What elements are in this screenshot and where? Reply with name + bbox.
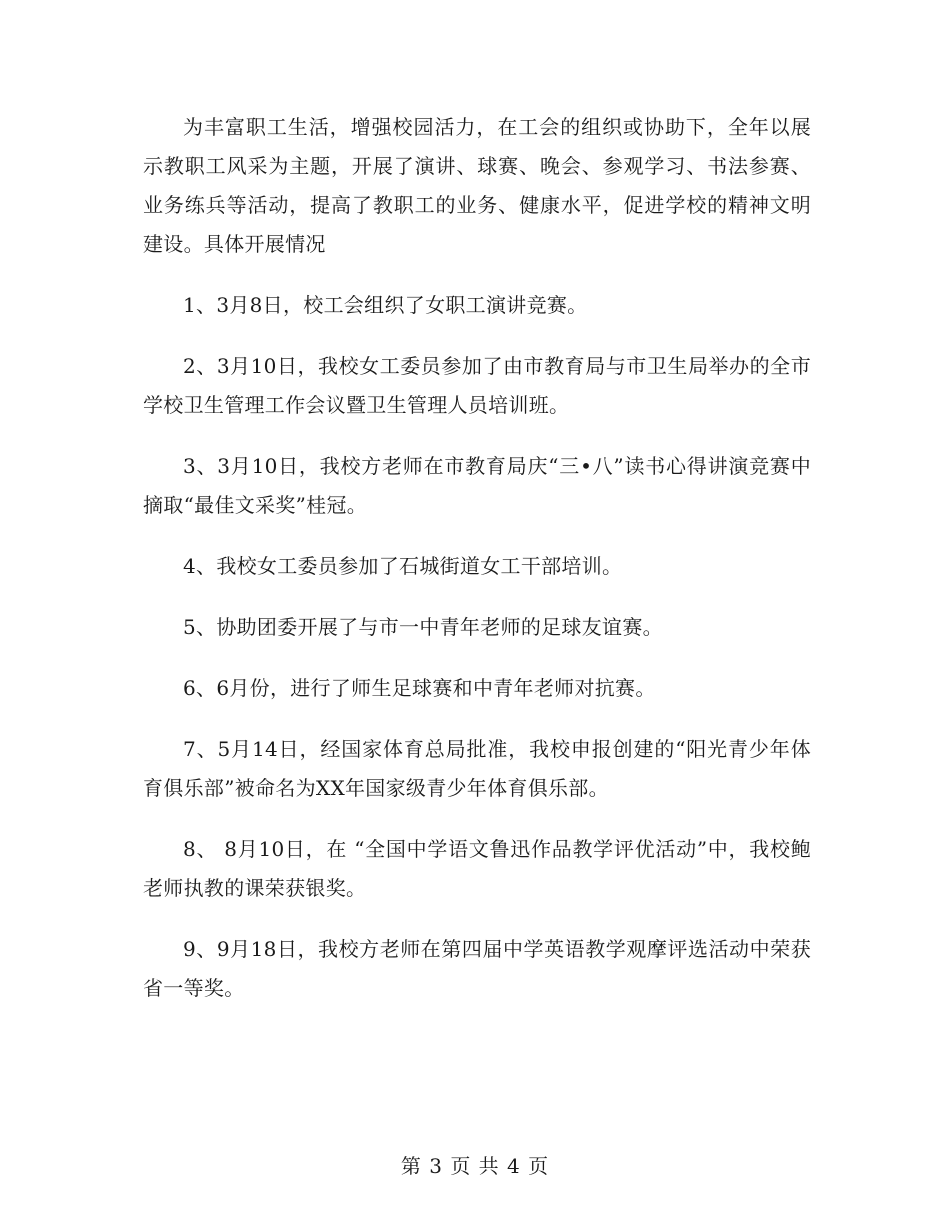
list-item: 4、我校女工委员参加了石城街道女工干部培训。 xyxy=(183,554,623,578)
page-number: 第 3 页 共 4 页 xyxy=(400,1154,550,1178)
list-item: 3、3月10日，我校方老师在市教育局庆“三•八”读书心得讲演竞赛中摘取“最佳文采奖”桂冠。 xyxy=(143,454,811,517)
list-item: 7、5月14日，经国家体育总局批准，我校申报创建的“阳光青少年体育俱乐部”被命名为XX年国家级青少年体育俱乐部。 xyxy=(143,737,811,800)
list-item: 8、 8月10日，在 “全国中学语文鲁迅作品教学评优活动”中，我校鲍老师执教的课荣获银奖。 xyxy=(143,837,811,900)
document-body xyxy=(143,108,811,1030)
list-item: 5、协助团委开展了与市一中青年老师的足球友谊赛。 xyxy=(183,615,663,639)
list-item: 6、6月份，进行了师生足球赛和中青年老师对抗赛。 xyxy=(183,676,656,700)
page-footer xyxy=(0,1150,950,1179)
list-item: 9、9月18日，我校方老师在第四届中学英语教学观摩评选活动中荣获省一等奖。 xyxy=(143,937,811,1000)
list-item: 1、3月8日，校工会组织了女职工演讲竞赛。 xyxy=(183,293,588,317)
intro-paragraph: 为丰富职工生活，增强校园活力，在工会的组织或协助下，全年以展示教职工风采为主题，开展了演讲、球赛、晚会、参观学习、书法参赛、业务练兵等活动，提高了教职工的业务、健康水平，促进学校的精神文明建设。具体开展情况 xyxy=(143,115,811,256)
list-item: 2、3月10日，我校女工委员参加了由市教育局与市卫生局举办的全市学校卫生管理工作会议暨卫生管理人员培训班。 xyxy=(143,354,811,417)
